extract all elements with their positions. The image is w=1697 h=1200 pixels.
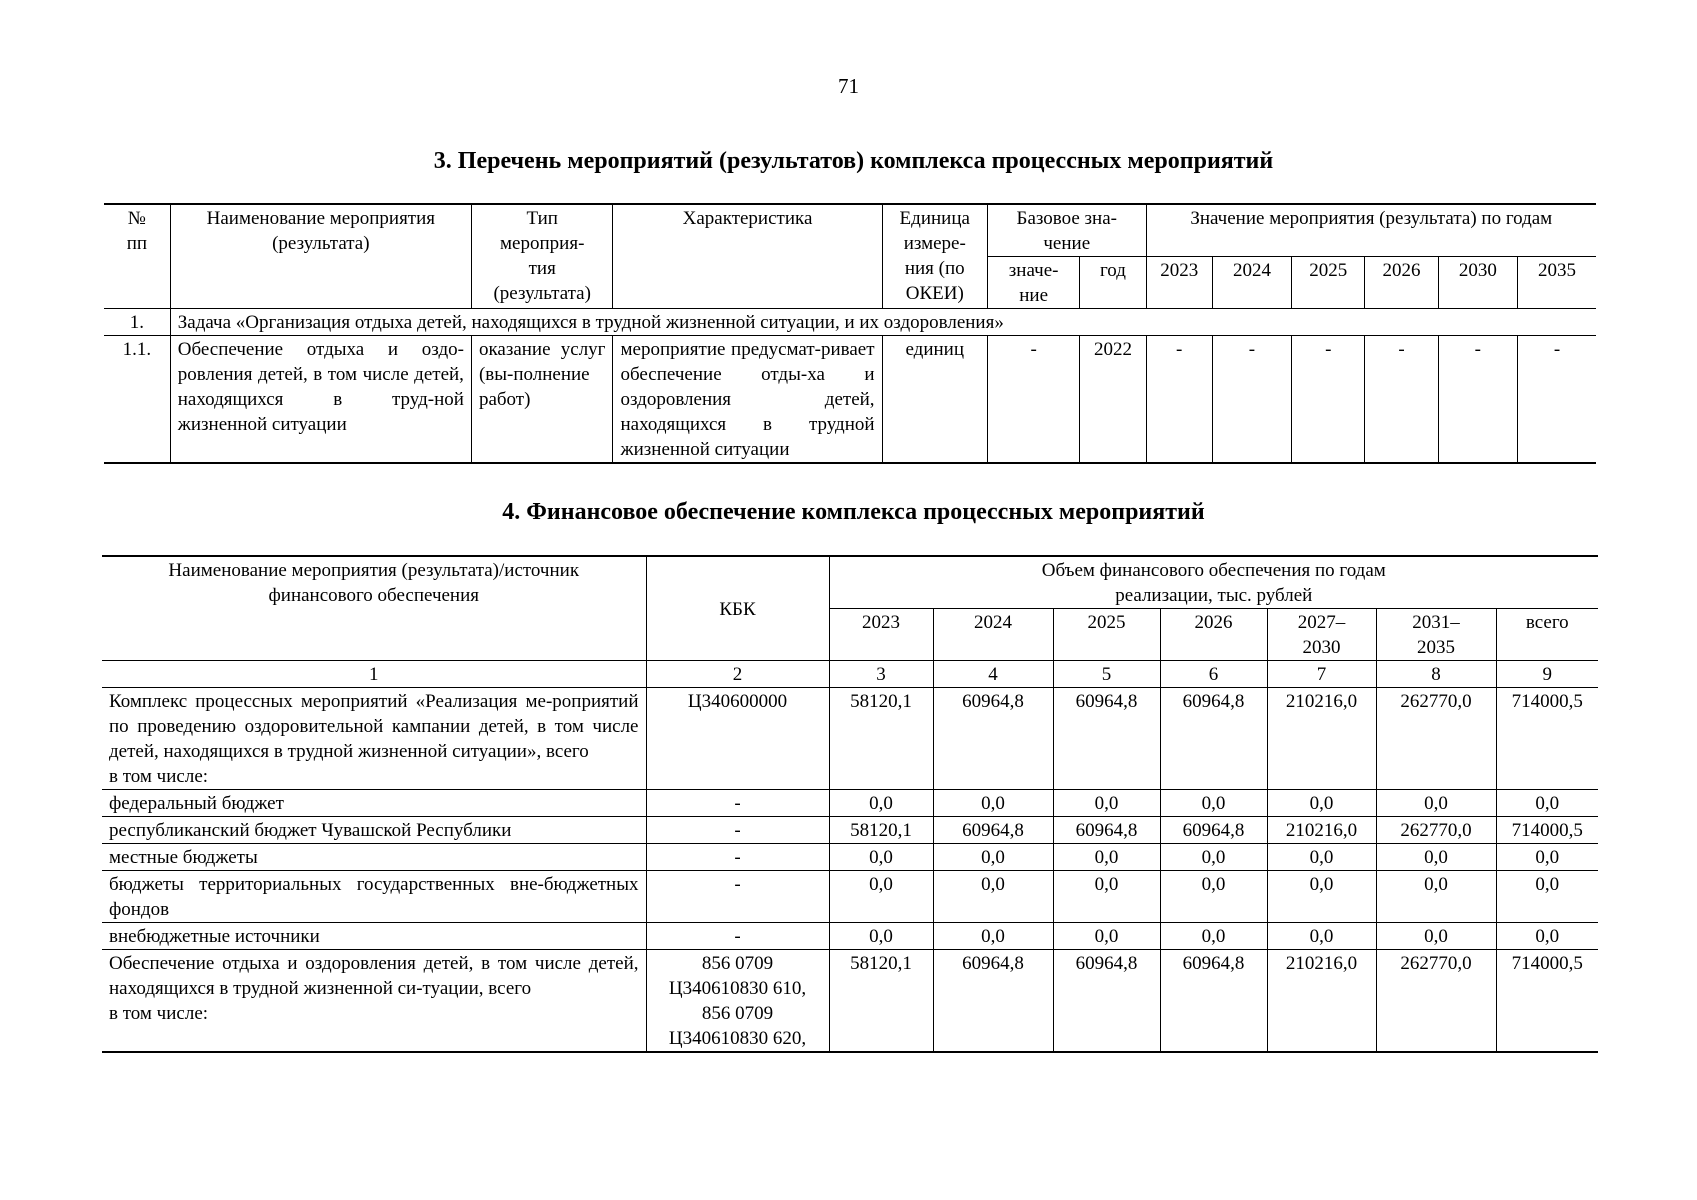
header-year: 2026 (1160, 609, 1267, 661)
column-number: 3 (829, 661, 933, 688)
item-value: - (1518, 336, 1597, 464)
source-name: федеральный бюджет (102, 790, 646, 817)
amount-cell: 0,0 (1053, 790, 1160, 817)
amount-cell: 60964,8 (1053, 688, 1160, 790)
table-row (102, 688, 1598, 790)
header-year: 2027– 2030 (1267, 609, 1376, 661)
header-type: Тип мероприя- тия (результата) (471, 204, 613, 309)
amount-cell: 0,0 (1267, 923, 1376, 950)
amount-cell: 60964,8 (1160, 688, 1267, 790)
kbk-code: - (646, 871, 829, 923)
amount-cell: 60964,8 (1160, 950, 1267, 1053)
item-value: - (1212, 336, 1291, 464)
table-row (104, 336, 1596, 464)
source-name: бюджеты территориальных государственных вне-бюджетных фондов (102, 871, 646, 923)
amount-cell: 58120,1 (829, 688, 933, 790)
item-base-year: 2022 (1080, 336, 1146, 464)
header-volume: Объем финансового обеспечения по годам реализации, тыс. рублей (829, 556, 1598, 609)
amount-cell: 0,0 (1053, 923, 1160, 950)
amount-cell: 0,0 (829, 844, 933, 871)
kbk-code: - (646, 817, 829, 844)
header-year: 2023 (1146, 257, 1212, 309)
kbk-code: - (646, 844, 829, 871)
amount-cell: 0,0 (1496, 871, 1598, 923)
column-number: 9 (1496, 661, 1598, 688)
header-base-value: значе- ние (987, 257, 1079, 309)
amount-cell: 0,0 (1376, 923, 1496, 950)
header-base-year: год (1080, 257, 1146, 309)
item-value: - (1292, 336, 1365, 464)
amount-cell: 210216,0 (1267, 817, 1376, 844)
table-row (102, 817, 1598, 844)
item-type: оказание услуг (вы-полнение работ) (471, 336, 613, 464)
amount-cell: 0,0 (933, 923, 1053, 950)
column-number: 8 (1376, 661, 1496, 688)
amount-cell: 0,0 (1496, 844, 1598, 871)
item-value: - (1365, 336, 1438, 464)
amount-cell: 0,0 (829, 790, 933, 817)
task-row (104, 309, 1596, 336)
amount-cell: 0,0 (933, 790, 1053, 817)
item-characteristic: мероприятие предусмат-ривает обеспечение отды-ха и оздоровления детей, находящихся в трудной жизненной ситуации (613, 336, 882, 464)
header-year: 2023 (829, 609, 933, 661)
kbk-code: - (646, 923, 829, 950)
column-number: 2 (646, 661, 829, 688)
amount-cell: 0,0 (1053, 844, 1160, 871)
header-year: 2025 (1053, 609, 1160, 661)
page-number: 71 (838, 74, 859, 98)
section-4-heading: 4. Финансовое обеспечение комплекса процессных мероприятий (502, 499, 1205, 525)
amount-cell: 0,0 (1496, 790, 1598, 817)
header-year: 2031– 2035 (1376, 609, 1496, 661)
task-num: 1. (104, 309, 170, 336)
task-text: Задача «Организация отдыха детей, находящихся в трудной жизненной ситуации, и их оздоровления» (170, 309, 1596, 336)
header-kbk: КБК (646, 556, 829, 661)
amount-cell: 60964,8 (1053, 950, 1160, 1053)
source-name: Обеспечение отдыха и оздоровления детей, в том числе детей, находящихся в трудной жизненной си-туации, всего в том числе: (102, 950, 646, 1053)
amount-cell: 0,0 (829, 923, 933, 950)
item-value: - (1438, 336, 1517, 464)
kbk-code: - (646, 790, 829, 817)
amount-cell: 0,0 (1376, 844, 1496, 871)
amount-cell: 58120,1 (829, 817, 933, 844)
header-year: 2025 (1292, 257, 1365, 309)
header-characteristic: Характеристика (613, 204, 882, 309)
item-base-value: - (987, 336, 1079, 464)
column-number: 4 (933, 661, 1053, 688)
amount-cell: 60964,8 (933, 817, 1053, 844)
column-number: 6 (1160, 661, 1267, 688)
amount-cell: 714000,5 (1496, 950, 1598, 1053)
header-year: 2026 (1365, 257, 1438, 309)
amount-cell: 0,0 (1160, 871, 1267, 923)
header-unit: Единица измере- ния (по ОКЕИ) (882, 204, 987, 309)
amount-cell: 0,0 (1496, 923, 1598, 950)
amount-cell: 60964,8 (933, 950, 1053, 1053)
source-name: Комплекс процессных мероприятий «Реализация ме-роприятий по проведению оздоровительной кампании детей, в том числе детей, находящихся в трудной жизненной ситуации», всего в том числе: (102, 688, 646, 790)
amount-cell: 0,0 (1160, 844, 1267, 871)
header-total: всего (1496, 609, 1598, 661)
column-number: 7 (1267, 661, 1376, 688)
item-num: 1.1. (104, 336, 170, 464)
header-name: Наименование мероприятия (результата) (170, 204, 471, 309)
source-name: республиканский бюджет Чувашской Республики (102, 817, 646, 844)
column-numbers-row (102, 661, 1598, 688)
table-row (102, 871, 1598, 923)
item-name: Обеспечение отдыха и оздо-ровления детей, в том числе детей, находящихся в труд-ной жизненной ситуации (170, 336, 471, 464)
item-value: - (1146, 336, 1212, 464)
table-row (102, 950, 1598, 1053)
amount-cell: 0,0 (829, 871, 933, 923)
amount-cell: 210216,0 (1267, 688, 1376, 790)
header-source-name: Наименование мероприятия (результата)/источник финансового обеспечения (102, 556, 646, 661)
column-number: 5 (1053, 661, 1160, 688)
amount-cell: 0,0 (933, 871, 1053, 923)
section-3-heading: 3. Перечень мероприятий (результатов) комплекса процессных мероприятий (433, 148, 1274, 174)
header-num: № пп (104, 204, 170, 309)
activities-table (104, 203, 1596, 464)
amount-cell: 714000,5 (1496, 817, 1598, 844)
header-year: 2035 (1518, 257, 1597, 309)
amount-cell: 210216,0 (1267, 950, 1376, 1053)
amount-cell: 0,0 (1267, 844, 1376, 871)
amount-cell: 0,0 (933, 844, 1053, 871)
amount-cell: 0,0 (1160, 923, 1267, 950)
header-base: Базовое зна- чение (987, 204, 1146, 257)
source-name: внебюджетные источники (102, 923, 646, 950)
amount-cell: 0,0 (1376, 871, 1496, 923)
amount-cell: 714000,5 (1496, 688, 1598, 790)
amount-cell: 58120,1 (829, 950, 933, 1053)
amount-cell: 0,0 (1053, 871, 1160, 923)
amount-cell: 0,0 (1376, 790, 1496, 817)
table-row (102, 844, 1598, 871)
amount-cell: 60964,8 (933, 688, 1053, 790)
amount-cell: 262770,0 (1376, 950, 1496, 1053)
amount-cell: 60964,8 (1053, 817, 1160, 844)
column-number: 1 (102, 661, 646, 688)
amount-cell: 0,0 (1267, 871, 1376, 923)
amount-cell: 0,0 (1160, 790, 1267, 817)
table-row (102, 790, 1598, 817)
header-year: 2024 (1212, 257, 1291, 309)
header-values-by-year: Значение мероприятия (результата) по годам (1146, 204, 1596, 257)
header-year: 2024 (933, 609, 1053, 661)
amount-cell: 262770,0 (1376, 817, 1496, 844)
kbk-code: 856 0709 Ц340610830 610, 856 0709 Ц340610830 620, (646, 950, 829, 1053)
financing-table (102, 555, 1598, 1053)
header-year: 2030 (1438, 257, 1517, 309)
amount-cell: 0,0 (1267, 790, 1376, 817)
amount-cell: 60964,8 (1160, 817, 1267, 844)
kbk-code: Ц340600000 (646, 688, 829, 790)
amount-cell: 262770,0 (1376, 688, 1496, 790)
source-name: местные бюджеты (102, 844, 646, 871)
item-unit: единиц (882, 336, 987, 464)
table-row (102, 923, 1598, 950)
